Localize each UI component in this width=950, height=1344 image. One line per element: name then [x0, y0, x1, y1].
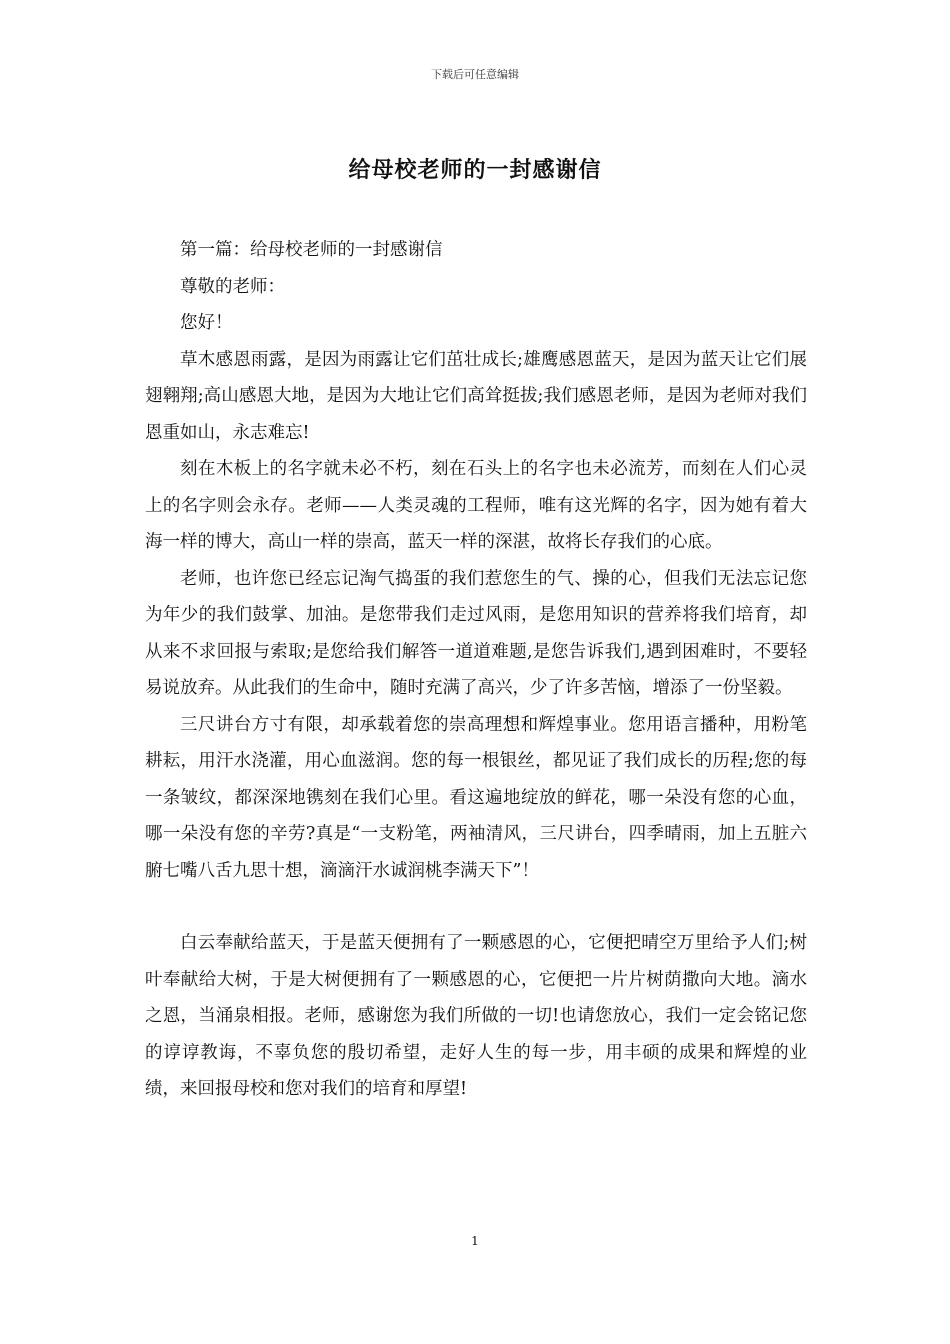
- greeting: 您好！: [180, 313, 233, 333]
- document-title: 给母校老师的一封感谢信: [348, 157, 602, 183]
- section-heading: 第一篇：给母校老师的一封感谢信: [180, 240, 443, 260]
- page-header-note: 下载后可任意编辑: [431, 68, 519, 81]
- salutation: 尊敬的老师：: [180, 276, 285, 297]
- body-paragraph: 白云奉献给蓝天，于是蓝天便拥有了一颗感恩的心，它便把晴空万里给予人们;树叶奉献给大树，于是大树便拥有了一颗感恩的心，它便把一片片树荫撒向大地。滴水之恩，当涌泉相报。老师，感谢您为我们所做的一切!也请您放心，我们一定会铭记您的谆谆教诲，不辜负您的殷切希望，走好人生的每一步，用丰硕的成果和辉煌的业绩，来回报母校和您对我们的培育和厚望!: [145, 933, 807, 1099]
- body-paragraph: 刻在木板上的名字就未必不朽，刻在石头上的名字也未必流芳，而刻在人们心灵上的名字则会永存。老师——人类灵魂的工程师，唯有这光辉的名字，因为她有着大海一样的博大，高山一样的崇高，蓝天一样的深湛，故将长存我们的心底。: [145, 459, 807, 552]
- page-number: 1: [471, 1234, 479, 1248]
- body-paragraph: 草木感恩雨露，是因为雨露让它们茁壮成长;雄鹰感恩蓝天，是因为蓝天让它们展翅翱翔;高山感恩大地，是因为大地让它们高耸挺拔;我们感恩老师，是因为老师对我们恩重如山，永志难忘!: [145, 349, 807, 443]
- document-body: [145, 232, 807, 1108]
- body-paragraph: 三尺讲台方寸有限，却承载着您的崇高理想和辉煌事业。您用语言播种，用粉笔耕耘，用汗水浇灌，用心血滋润。您的每一根银丝，都见证了我们成长的历程;您的每一条皱纹，都深深地镌刻在我们心里。看这遍地绽放的鲜花，哪一朵没有您的心血，哪一朵没有您的辛劳?真是“一支粉笔，两袖清风，三尺讲台，四季晴雨，加上五脏六腑七嘴八舌九思十想，滴滴汗水诚润桃李满天下”！: [145, 714, 807, 881]
- body-paragraph: 老师，也许您已经忘记淘气捣蛋的我们惹您生的气、操的心，但我们无法忘记您为年少的我们鼓掌、加油。是您带我们走过风雨，是您用知识的营养将我们培育，却从来不求回报与索取;是您给我们解答一道道难题,是您告诉我们,遇到困难时，不要轻易说放弃。从此我们的生命中，随时充满了高兴，少了许多苦恼，增添了一份坚毅。: [145, 568, 807, 698]
